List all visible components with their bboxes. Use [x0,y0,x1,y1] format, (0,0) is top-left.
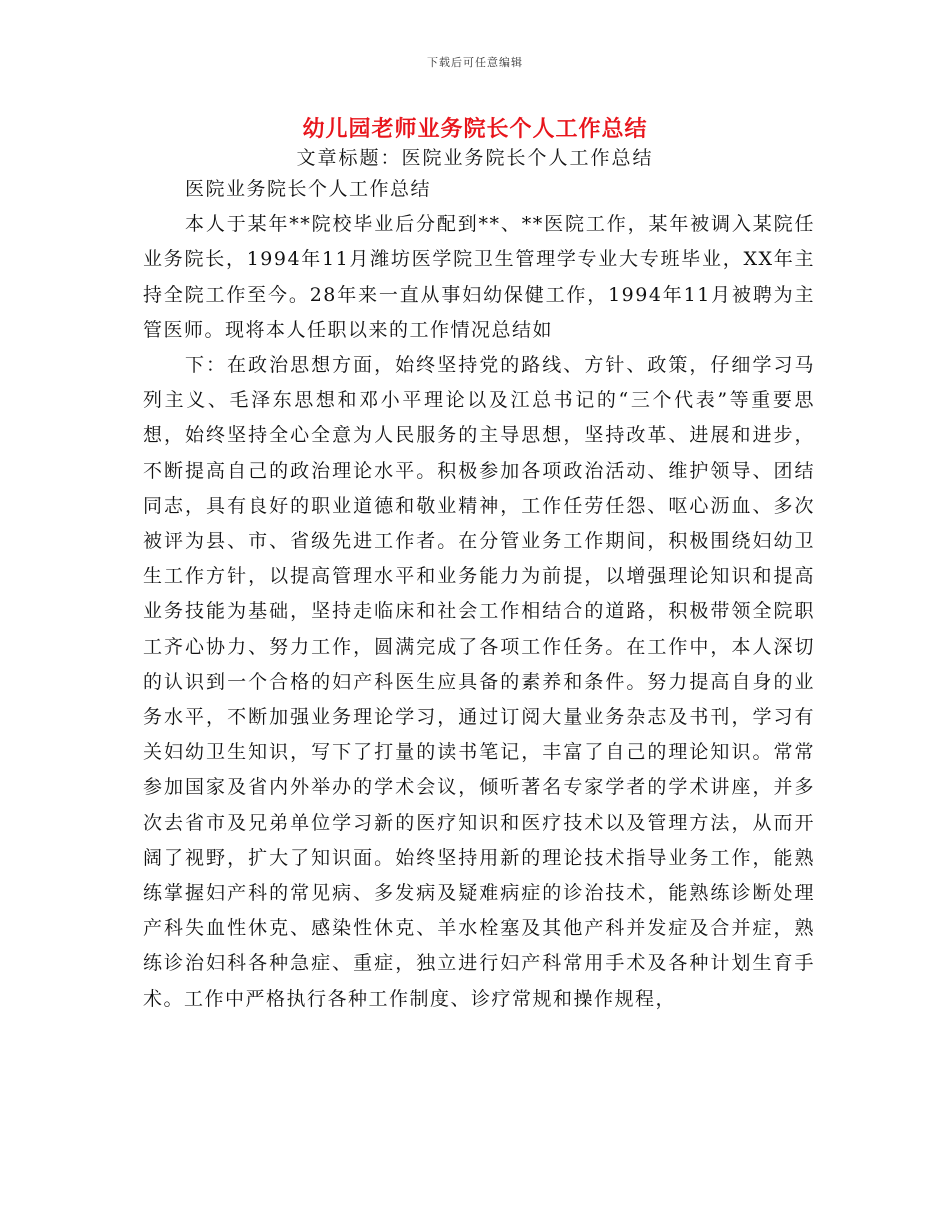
document-body [143,172,815,1017]
document-title: 幼儿园老师业务院长个人工作总结 [302,116,648,142]
paragraph: 医院业务院长个人工作总结 [185,178,432,200]
paragraph: 本人于某年**院校毕业后分配到**、**医院工作，某年被调入某院任业务院长，1994年11月潍坊医学院卫生管理学专业大专班毕业，XX年主持全院工作至今。28年来一直从事妇幼保健工作，1994年11月被聘为主管医师。现将本人任职以来的工作情况总结如 [143,213,815,341]
document-subtitle: 文章标题：医院业务院长个人工作总结 [296,147,654,169]
page-header-note: 下载后可任意编辑 [427,56,523,69]
paragraph: 下：在政治思想方面，始终坚持党的路线、方针、政策，仔细学习马列主义、毛泽东思想和邓小平理论以及江总书记的“三个代表”等重要思想，始终坚持全心全意为人民服务的主导思想，坚持改革、进展和进步，不断提高自己的政治理论水平。积极参加各项政治活动、维护领导、团结同志，具有良好的职业道德和敬业精神，工作任劳任怨、呕心沥血、多次被评为县、市、省级先进工作者。在分管业务工作期间，积极围绕妇幼卫生工作方针，以提高管理水平和业务能力为前提，以增强理论知识和提高业务技能为基础，坚持走临床和社会工作相结合的道路，积极带领全院职工齐心协力、努力工作，圆满完成了各项工作任务。在工作中，本人深切的认识到一个合格的妇产科医生应具备的素养和条件。努力提高自身的业务水平，不断加强业务理论学习，通过订阅大量业务杂志及书刊，学习有关妇幼卫生知识，写下了打量的读书笔记，丰富了自己的理论知识。常常参加国家及省内外举办的学术会议，倾听著名专家学者的学术讲座，并多次去省市及兄弟单位学习新的医疗知识和医疗技术以及管理方法，从而开阔了视野，扩大了知识面。始终坚持用新的理论技术指导业务工作，能熟练掌握妇产科的常见病、多发病及疑难病症的诊治技术，能熟练诊断处理产科失血性休克、感染性休克、羊水栓塞及其他产科并发症及合并症，熟练诊治妇科各种急症、重症，独立进行妇产科常用手术及各种计划生育手术。工作中严格执行各种工作制度、诊疗常规和操作规程， [143,354,815,1010]
